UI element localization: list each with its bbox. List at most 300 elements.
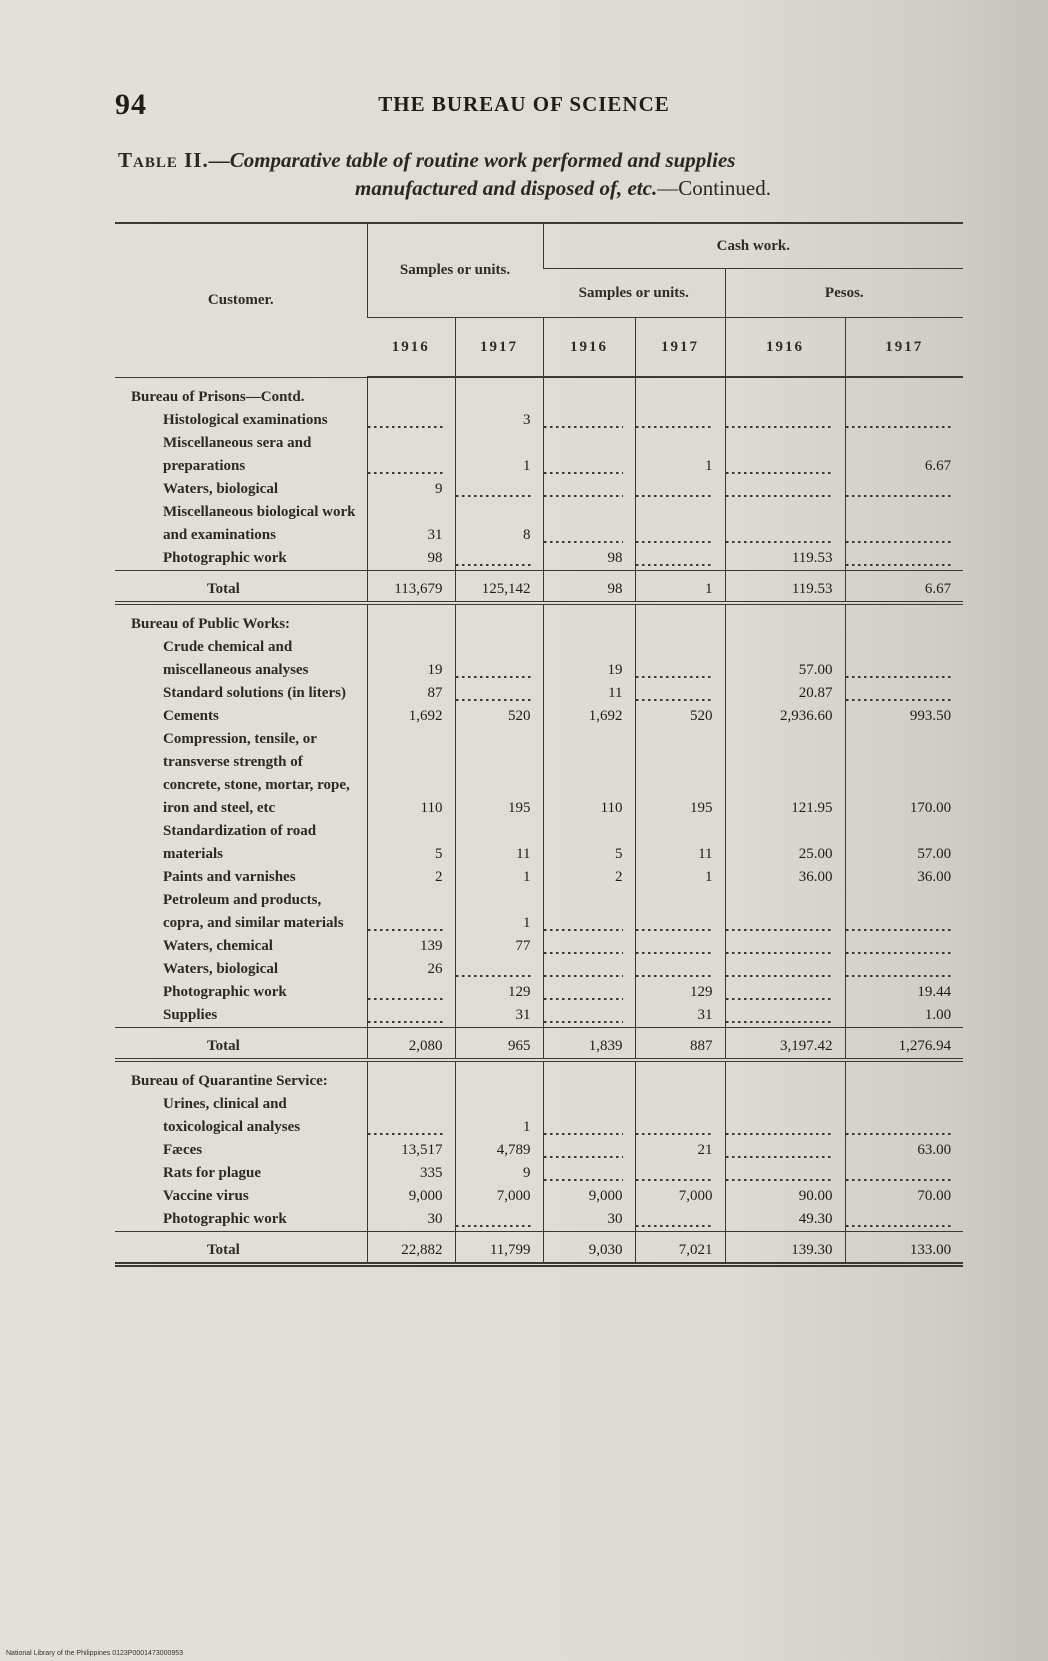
dotted-leader: [544, 478, 623, 501]
value-cell: [725, 613, 845, 636]
total-value: 113,679: [367, 571, 455, 604]
leader-dots: [845, 1162, 963, 1185]
value-cell: 31: [367, 501, 455, 547]
value-cell: 5: [543, 820, 635, 866]
value-cell: 11: [635, 820, 725, 866]
leader-dots: [367, 1004, 455, 1028]
value-cell: [367, 613, 455, 636]
dotted-leader: [726, 524, 833, 547]
leader-dots: [845, 478, 963, 501]
caption-italic-2: manufactured and disposed of, etc.: [355, 176, 658, 200]
header-year: 1916: [543, 318, 635, 378]
row-label: Urines, clinical and toxicological analyses: [163, 1096, 301, 1135]
value-cell: 13,517: [367, 1139, 455, 1162]
total-value: 2,080: [367, 1028, 455, 1061]
value-cell: 20.87: [725, 682, 845, 705]
dotted-leader: [846, 935, 952, 958]
leader-dots: [725, 1004, 845, 1028]
dotted-leader: [636, 409, 713, 432]
value-cell: 119.53: [725, 547, 845, 571]
leader-dots: [635, 1162, 725, 1185]
value-cell: 30: [367, 1208, 455, 1232]
header-cash-work: Cash work.: [543, 223, 963, 269]
leader-dots: [845, 958, 963, 981]
value-cell: 21: [635, 1139, 725, 1162]
leader-dots: [845, 935, 963, 958]
customer-heading: Bureau of Prisons—Contd.: [131, 389, 305, 405]
total-value: 22,882: [367, 1232, 455, 1265]
value-cell: 1: [455, 889, 543, 935]
leader-dots: [845, 682, 963, 705]
dotted-leader: [636, 524, 713, 547]
leader-dots: [367, 432, 455, 478]
routine-work-table: [115, 222, 963, 1267]
value-cell: [845, 1070, 963, 1093]
total-value: 6.67: [845, 571, 963, 604]
leader-dots: [725, 889, 845, 935]
dotted-leader: [636, 682, 713, 705]
page-number: 94: [115, 88, 147, 121]
value-cell: 1: [455, 866, 543, 889]
value-cell: 195: [455, 728, 543, 820]
leader-dots: [845, 501, 963, 547]
leader-dots: [635, 501, 725, 547]
dotted-leader: [846, 659, 952, 682]
caption-tail: —Continued.: [657, 176, 771, 200]
section-spacer: [115, 377, 963, 386]
leader-dots: [725, 1162, 845, 1185]
leader-dots: [543, 958, 635, 981]
dotted-leader: [456, 682, 531, 705]
value-cell: 98: [367, 547, 455, 571]
value-cell: 26: [367, 958, 455, 981]
leader-dots: [543, 1162, 635, 1185]
value-cell: 9,000: [543, 1185, 635, 1208]
dotted-leader: [846, 958, 952, 981]
total-value: 125,142: [455, 571, 543, 604]
leader-dots: [367, 409, 455, 432]
value-cell: [635, 386, 725, 409]
value-cell: 77: [455, 935, 543, 958]
total-value: 3,197.42: [725, 1028, 845, 1061]
leader-dots: [635, 889, 725, 935]
dotted-leader: [544, 981, 623, 1004]
header-customer: Customer.: [115, 223, 367, 377]
value-cell: [725, 386, 845, 409]
value-cell: 121.95: [725, 728, 845, 820]
value-cell: [543, 613, 635, 636]
row-label: Rats for plague: [163, 1165, 262, 1181]
table-row: [115, 1139, 963, 1162]
dotted-leader: [368, 1004, 443, 1027]
leader-dots: [635, 935, 725, 958]
dotted-leader: [544, 935, 623, 958]
dotted-leader: [846, 547, 952, 570]
row-label: Waters, chemical: [163, 938, 273, 954]
dotted-leader: [456, 659, 531, 682]
table-row: [115, 981, 963, 1004]
total-value: 887: [635, 1028, 725, 1061]
value-cell: 129: [635, 981, 725, 1004]
value-cell: 195: [635, 728, 725, 820]
table-row: [115, 636, 963, 682]
total-value: 1,839: [543, 1028, 635, 1061]
dotted-leader: [726, 1116, 833, 1139]
caption-italic-1: —Comparative table of routine work performed and supplies: [208, 148, 736, 172]
value-cell: 57.00: [845, 820, 963, 866]
total-value: 1: [635, 571, 725, 604]
value-cell: [845, 386, 963, 409]
dotted-leader: [368, 409, 443, 432]
dotted-leader: [544, 912, 623, 935]
value-cell: 2: [543, 866, 635, 889]
leader-dots: [543, 981, 635, 1004]
value-cell: 36.00: [725, 866, 845, 889]
section-heading-row: [115, 613, 963, 636]
total-label: Total: [115, 571, 367, 604]
value-cell: 9: [367, 478, 455, 501]
row-label: Waters, biological: [163, 481, 278, 497]
dotted-leader: [726, 958, 833, 981]
leader-dots: [635, 682, 725, 705]
dotted-leader: [544, 455, 623, 478]
table-row: [115, 705, 963, 728]
value-cell: [635, 613, 725, 636]
dotted-leader: [726, 1139, 833, 1162]
dotted-leader: [846, 478, 952, 501]
dotted-leader: [368, 455, 443, 478]
dotted-leader: [544, 524, 623, 547]
value-cell: 8: [455, 501, 543, 547]
leader-dots: [725, 409, 845, 432]
row-label: Cements: [163, 708, 219, 724]
table-row: [115, 889, 963, 935]
dotted-leader: [846, 1162, 952, 1185]
header-year: 1916: [367, 318, 455, 378]
header-year: 1916: [725, 318, 845, 378]
header-pesos: Pesos.: [725, 269, 963, 318]
value-cell: 1: [635, 866, 725, 889]
header-year: 1917: [845, 318, 963, 378]
value-cell: 87: [367, 682, 455, 705]
value-cell: 520: [455, 705, 543, 728]
leader-dots: [725, 501, 845, 547]
leader-dots: [845, 1093, 963, 1139]
table-row: [115, 478, 963, 501]
value-cell: 1,692: [543, 705, 635, 728]
table-row: [115, 1208, 963, 1232]
total-label: Total: [115, 1028, 367, 1061]
dotted-leader: [726, 455, 833, 478]
total-value: 9,030: [543, 1232, 635, 1265]
leader-dots: [725, 981, 845, 1004]
leader-dots: [543, 935, 635, 958]
value-cell: 6.67: [845, 432, 963, 478]
table-row: [115, 501, 963, 547]
section-heading-row: [115, 1070, 963, 1093]
value-cell: 2,936.60: [725, 705, 845, 728]
table-row: [115, 935, 963, 958]
total-value: 11,799: [455, 1232, 543, 1265]
value-cell: 993.50: [845, 705, 963, 728]
row-label: Miscellaneous biological work and examinations: [163, 504, 356, 543]
leader-dots: [725, 1139, 845, 1162]
dotted-leader: [636, 935, 713, 958]
table-row: [115, 432, 963, 478]
value-cell: 98: [543, 547, 635, 571]
value-cell: 335: [367, 1162, 455, 1185]
value-cell: 7,000: [455, 1185, 543, 1208]
row-label: Waters, biological: [163, 961, 278, 977]
row-label: Supplies: [163, 1007, 218, 1023]
table-row: [115, 1004, 963, 1028]
value-cell: 49.30: [725, 1208, 845, 1232]
leader-dots: [455, 958, 543, 981]
row-label: Standardization of road materials: [163, 823, 317, 862]
leader-dots: [543, 1093, 635, 1139]
total-label: Total: [115, 1232, 367, 1265]
scan-footer: National Library of the Philippines 0123P0001473000953: [6, 1650, 184, 1657]
value-cell: [455, 1070, 543, 1093]
leader-dots: [845, 636, 963, 682]
dotted-leader: [368, 981, 443, 1004]
table-row: [115, 866, 963, 889]
leader-dots: [543, 501, 635, 547]
section-heading-row: [115, 386, 963, 409]
total-row: [115, 1028, 963, 1061]
value-cell: 19.44: [845, 981, 963, 1004]
leader-dots: [725, 432, 845, 478]
dotted-leader: [456, 1208, 531, 1231]
value-cell: [845, 613, 963, 636]
section-spacer: [115, 1060, 963, 1070]
leader-dots: [635, 409, 725, 432]
section-spacer: [115, 603, 963, 613]
header-samples-or-units: Samples or units.: [367, 223, 543, 318]
value-cell: 110: [367, 728, 455, 820]
row-label: Crude chemical and miscellaneous analyses: [163, 639, 309, 678]
dotted-leader: [726, 1162, 833, 1185]
leader-dots: [367, 1093, 455, 1139]
table-row: [115, 958, 963, 981]
dotted-leader: [726, 935, 833, 958]
leader-dots: [845, 547, 963, 571]
row-label: Photographic work: [163, 550, 287, 566]
value-cell: 57.00: [725, 636, 845, 682]
leader-dots: [543, 1004, 635, 1028]
value-cell: 90.00: [725, 1185, 845, 1208]
value-cell: 19: [543, 636, 635, 682]
leader-dots: [635, 1093, 725, 1139]
customer-heading: Bureau of Public Works:: [131, 616, 291, 632]
value-cell: 70.00: [845, 1185, 963, 1208]
total-value: 965: [455, 1028, 543, 1061]
dotted-leader: [544, 1004, 623, 1027]
value-cell: 1,692: [367, 705, 455, 728]
leader-dots: [635, 547, 725, 571]
value-cell: 9: [455, 1162, 543, 1185]
leader-dots: [367, 889, 455, 935]
value-cell: [455, 613, 543, 636]
header-year: 1917: [455, 318, 543, 378]
dotted-leader: [726, 409, 833, 432]
value-cell: 25.00: [725, 820, 845, 866]
value-cell: [543, 1070, 635, 1093]
total-value: 7,021: [635, 1232, 725, 1265]
leader-dots: [845, 889, 963, 935]
value-cell: [635, 1070, 725, 1093]
total-row: [115, 1232, 963, 1265]
customer-heading: Bureau of Quarantine Service:: [131, 1073, 328, 1089]
table-row: [115, 1093, 963, 1139]
dotted-leader: [846, 682, 952, 705]
leader-dots: [635, 958, 725, 981]
leader-dots: [543, 409, 635, 432]
value-cell: 139: [367, 935, 455, 958]
running-head: THE BUREAU OF SCIENCE: [378, 92, 670, 116]
value-cell: [367, 386, 455, 409]
leader-dots: [635, 1208, 725, 1232]
leader-dots: [725, 478, 845, 501]
table-row: [115, 547, 963, 571]
value-cell: 19: [367, 636, 455, 682]
leader-dots: [455, 478, 543, 501]
value-cell: [367, 1070, 455, 1093]
value-cell: 36.00: [845, 866, 963, 889]
dotted-leader: [636, 1208, 713, 1231]
total-value: 133.00: [845, 1232, 963, 1265]
dotted-leader: [726, 981, 833, 1004]
leader-dots: [543, 478, 635, 501]
row-label: Fæces: [163, 1142, 203, 1158]
value-cell: 1: [455, 432, 543, 478]
leader-dots: [635, 636, 725, 682]
value-cell: 9,000: [367, 1185, 455, 1208]
dotted-leader: [368, 1116, 443, 1139]
value-cell: 4,789: [455, 1139, 543, 1162]
dotted-leader: [846, 524, 952, 547]
row-label: Paints and varnishes: [163, 869, 296, 885]
dotted-leader: [636, 912, 713, 935]
value-cell: 11: [543, 682, 635, 705]
dotted-leader: [456, 478, 531, 501]
dotted-leader: [544, 409, 623, 432]
table-row: [115, 409, 963, 432]
dotted-leader: [726, 478, 833, 501]
value-cell: 129: [455, 981, 543, 1004]
dotted-leader: [726, 912, 833, 935]
leader-dots: [543, 1139, 635, 1162]
dotted-leader: [846, 1208, 952, 1231]
dotted-leader: [726, 1004, 833, 1027]
header-cash-samples-or-units: Samples or units.: [543, 269, 725, 318]
value-cell: 63.00: [845, 1139, 963, 1162]
leader-dots: [455, 1208, 543, 1232]
value-cell: 31: [635, 1004, 725, 1028]
value-cell: 2: [367, 866, 455, 889]
total-value: 119.53: [725, 571, 845, 604]
table-row: [115, 682, 963, 705]
row-label: Miscellaneous sera and preparations: [163, 435, 312, 474]
leader-dots: [455, 547, 543, 571]
table-row: [115, 1162, 963, 1185]
dotted-leader: [636, 1162, 713, 1185]
row-label: Photographic work: [163, 984, 287, 1000]
dotted-leader: [636, 478, 713, 501]
value-cell: 3: [455, 409, 543, 432]
dotted-leader: [846, 1116, 952, 1139]
value-cell: 1: [455, 1093, 543, 1139]
value-cell: 30: [543, 1208, 635, 1232]
dotted-leader: [636, 547, 713, 570]
row-label: Histological examinations: [163, 412, 328, 428]
value-cell: 1.00: [845, 1004, 963, 1028]
total-value: 98: [543, 571, 635, 604]
value-cell: 170.00: [845, 728, 963, 820]
dotted-leader: [544, 1139, 623, 1162]
leader-dots: [725, 935, 845, 958]
dotted-leader: [544, 1162, 623, 1185]
table-row: [115, 820, 963, 866]
value-cell: [725, 1070, 845, 1093]
dotted-leader: [544, 1116, 623, 1139]
total-row: [115, 571, 963, 604]
caption-line-2: [118, 174, 968, 202]
value-cell: 11: [455, 820, 543, 866]
dotted-leader: [456, 547, 531, 570]
leader-dots: [845, 1208, 963, 1232]
dotted-leader: [846, 912, 952, 935]
table-caption: [118, 146, 968, 202]
table-row: [115, 728, 963, 820]
value-cell: [543, 386, 635, 409]
dotted-leader: [846, 409, 952, 432]
row-label: Vaccine virus: [163, 1188, 249, 1204]
total-value: 1,276.94: [845, 1028, 963, 1061]
leader-dots: [455, 682, 543, 705]
table-body: [115, 377, 963, 1265]
leader-dots: [367, 981, 455, 1004]
dotted-leader: [544, 958, 623, 981]
caption-lead: Table II.: [118, 148, 209, 172]
value-cell: 5: [367, 820, 455, 866]
dotted-leader: [636, 958, 713, 981]
leader-dots: [725, 1093, 845, 1139]
row-label: Petroleum and products, copra, and similar materials: [163, 892, 344, 931]
value-cell: 1: [635, 432, 725, 478]
value-cell: 520: [635, 705, 725, 728]
leader-dots: [635, 478, 725, 501]
dotted-leader: [636, 659, 713, 682]
dotted-leader: [456, 958, 531, 981]
table-row: [115, 1185, 963, 1208]
leader-dots: [725, 958, 845, 981]
row-label: Compression, tensile, or transverse strength of concrete, stone, mortar, rope, iron and steel, etc: [163, 731, 350, 816]
value-cell: 110: [543, 728, 635, 820]
dotted-leader: [368, 912, 443, 935]
leader-dots: [543, 889, 635, 935]
leader-dots: [455, 636, 543, 682]
value-cell: 31: [455, 1004, 543, 1028]
total-value: 139.30: [725, 1232, 845, 1265]
row-label: Photographic work: [163, 1211, 287, 1227]
value-cell: 7,000: [635, 1185, 725, 1208]
leader-dots: [543, 432, 635, 478]
value-cell: [455, 386, 543, 409]
header-year: 1917: [635, 318, 725, 378]
leader-dots: [845, 409, 963, 432]
row-label: Standard solutions (in liters): [163, 685, 346, 701]
